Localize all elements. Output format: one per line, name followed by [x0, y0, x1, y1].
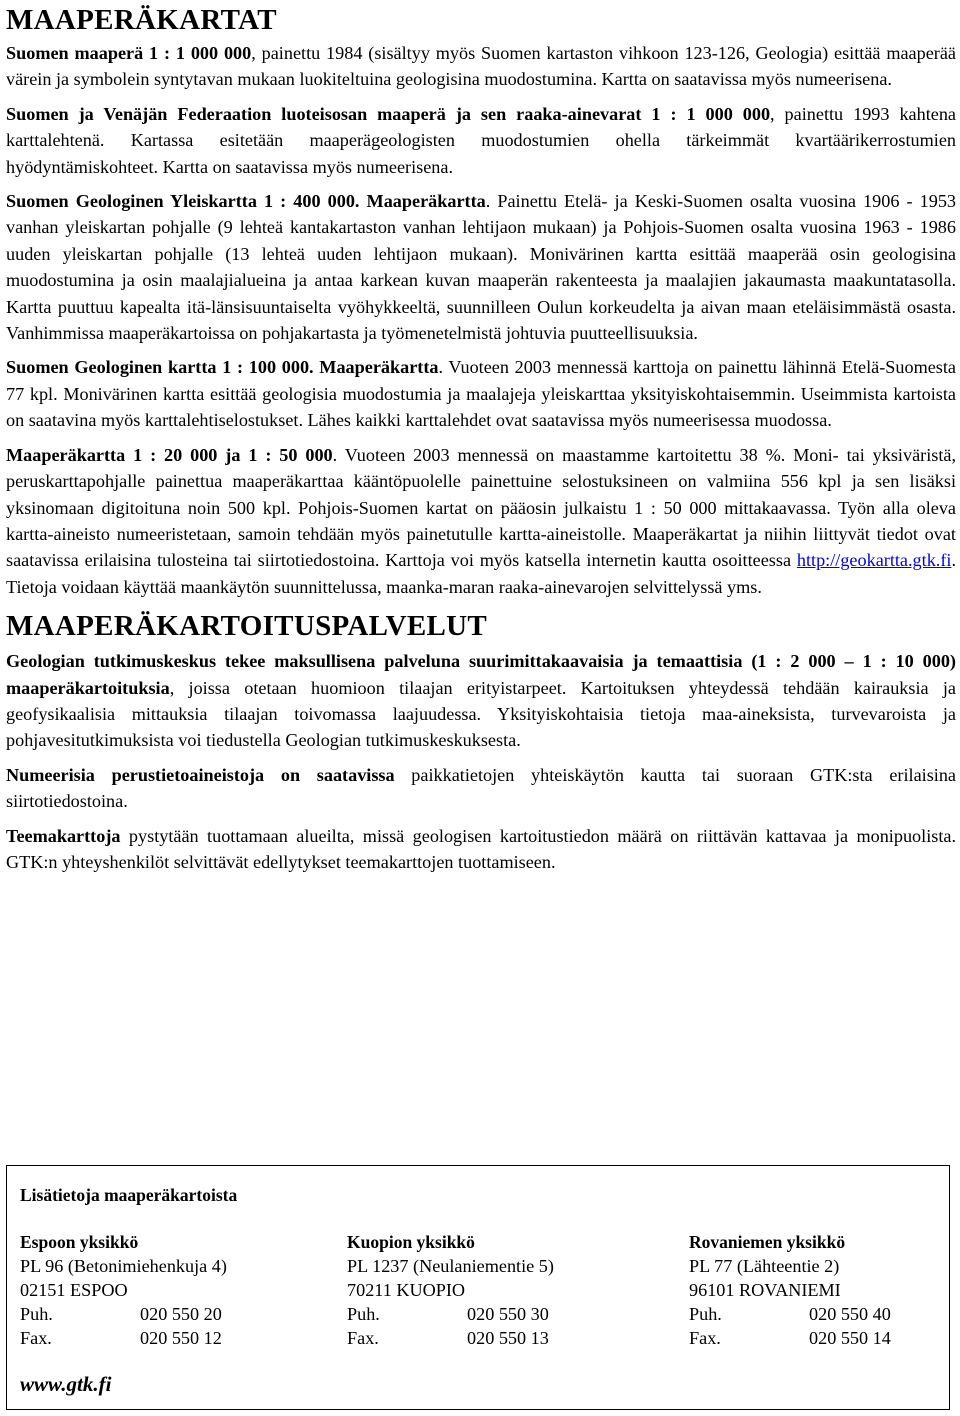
fax-label: Fax. [689, 1328, 721, 1348]
paragraph-maaperakartta-20000 [6, 442, 956, 600]
unit-phone-row [347, 1302, 554, 1326]
phone-number: 020 550 20 [140, 1304, 222, 1324]
paragraph-text: . Vuoteen 2003 mennessä on maastamme kartoitettu 38 %. Moni- tai yksiväristä, peruskarttapohjalle painettua maaperäkarttaa kääntöpuolelle painettuine selostuksineen on valmiina 556 kpl ja sen lisäksi yksinomaan digitoituna noin 500 kpl. Pohjois-Suomen kartat on pääosin julkaistu 1 : 50 000 mittakaavassa. Työn alla oleva kartta-aineisto numeeristetaan, samoin tehdään myös painetutulle kartta-aineistolle. Maaperäkartat ja niihin liittyvät tiedot ovat saatavissa erilaisina tulosteina tai siirtotiedostoina. Karttoja voi myös katsella internetin kautta osoitteessa [6, 444, 956, 571]
paragraph-numeeriset [6, 762, 956, 815]
unit-phone-row [689, 1302, 891, 1326]
paragraph-venajan-federaatio [6, 101, 956, 180]
paragraph-text: pystytään tuottamaan alueilta, missä geologisen kartoitustiedon määrä on riittävän kattavaa ja monipuolista. GTK:n yhteyshenkilöt selvittävät edellytykset teemakarttojen tuottamiseen. [6, 825, 956, 872]
unit-name: Espoon yksikkö [20, 1232, 139, 1252]
paragraph-text: , painettu 1984 (sisältyy myös Suomen kartaston vihkoon 123-126, Geologia) esittää maaperää värein ja symbolein syntytavan mukaan luokiteltuina geologisina muodostumina. Kartta on saatavissa myös numeerisena. [6, 43, 956, 90]
paragraph-gtk-palvelu [6, 648, 956, 754]
fax-label: Fax. [20, 1328, 52, 1348]
unit-postal: 96101 ROVANIEMI [689, 1280, 841, 1300]
fax-number: 020 550 13 [467, 1328, 549, 1348]
paragraph-text: , painettu 1993 kahtena karttalehtenä. Kartassa esitetään maaperägeologisten muodostumien ohella tärkeimmät kvartäärikerrostumien hyödyntämiskohteet. Kartta on saatavissa myös numeerisena. [6, 103, 956, 177]
paragraph-geologinen-kartta [6, 354, 956, 433]
paragraph-text: . Tietoja voidaan käyttää maankäytön suunnittelussa, maanka-maran raaka-ainevarojen selvittelyssä yms. [6, 550, 956, 597]
unit-address: PL 1237 (Neulaniementie 5) [347, 1256, 554, 1276]
paragraph-suomen-maapera [6, 40, 956, 93]
unit-kuopio [347, 1230, 554, 1350]
unit-name: Kuopion yksikkö [347, 1232, 475, 1252]
document-page [6, 0, 956, 875]
unit-fax-row [689, 1326, 891, 1350]
bold-term: Geologian tutkimuskeskus tekee maksullisena palveluna suurimittakaavaisia ja temaattisia (1 : 2 000 – 1 : 10 000) maaperäkartoituksia [6, 651, 956, 698]
unit-fax-row [347, 1326, 554, 1350]
unit-postal: 02151 ESPOO [20, 1280, 128, 1300]
unit-phone-row [20, 1302, 227, 1326]
phone-label: Puh. [689, 1304, 722, 1324]
unit-fax-row [20, 1326, 227, 1350]
bold-term: Maaperäkartta 1 : 20 000 ja 1 : 50 000 [6, 444, 333, 465]
section-heading-kartoituspalvelut: MAAPERÄKARTOITUSPALVELUT [6, 610, 487, 643]
paragraph-teemakartat [6, 823, 956, 876]
paragraph-text: . Painettu Etelä- ja Keski-Suomen osalta vuosina 1906 - 1953 vanhan yleiskartan pohjalle (9 lehteä kantakartaston vanhan lehtijaon mukaan) ja Pohjois-Suomen osalta vuosina 1963 - 1986 uuden yleiskartan pohjalle (13 lehteä uuden lehtijaon mukaan). Monivärinen kartta esittää maaperää osin geologisina muodostumina ja osin maalajialueina ja antaa karkean kuvan maaperän rakenteesta ja maalajien jakaumasta maakuntatasolla. Kartta puuttuu kapealta itä-länsisuuntaiselta vyöhykkeeltä, suunnilleen Oulun korkeudelta ja aivan maan eteläisimmästä osasta. Vanhimmissa maaperäkartoissa on pohjakartasta ja työmenetelmistä johtuvia puutteellisuuksia. [6, 191, 957, 344]
paragraph-yleiskartta [6, 188, 956, 346]
paragraph-text: paikkatietojen yhteiskäytön kautta tai suoraan GTK:sta erilaisina siirtotiedostoina. [6, 764, 956, 812]
unit-address: PL 96 (Betonimiehenkuja 4) [20, 1256, 227, 1276]
phone-label: Puh. [20, 1304, 53, 1324]
fax-number: 020 550 12 [140, 1328, 222, 1348]
unit-rovaniemi [689, 1230, 891, 1350]
phone-number: 020 550 30 [467, 1304, 549, 1324]
fax-label: Fax. [347, 1328, 379, 1348]
unit-espoo [20, 1230, 227, 1350]
contact-info-box [6, 1165, 950, 1410]
unit-name: Rovaniemen yksikkö [689, 1232, 846, 1252]
section-heading-maaperakartat: MAAPERÄKARTAT [6, 4, 277, 36]
geokartta-link[interactable]: http://geokartta.gtk.fi [796, 550, 952, 571]
phone-label: Puh. [347, 1304, 380, 1324]
bold-term: Teemakarttoja [6, 825, 121, 846]
bold-term: Suomen ja Venäjän Federaation luoteisosan maaperä ja sen raaka-ainevarat 1 : 1 000 000 [6, 103, 771, 124]
bold-term: Suomen Geologinen kartta 1 : 100 000. Maaperäkartta [6, 357, 439, 378]
paragraph-text: . Vuoteen 2003 mennessä karttoja on painettu lähinnä Etelä-Suomesta 77 kpl. Monivärinen kartta esittää geologisia muodostumia ja maalajeja yleiskarttaa yksityiskohtaisemmin. Useimmista kartoista on saatavina myös karttalehtiselostukset. Lähes kaikki karttalehdet ovat saatavissa myös numeerisessa muodossa. [6, 357, 957, 431]
fax-number: 020 550 14 [809, 1328, 891, 1348]
contact-box-title: Lisätietoja maaperäkartoista [20, 1185, 238, 1205]
website-url[interactable]: www.gtk.fi [20, 1372, 112, 1396]
unit-postal: 70211 KUOPIO [347, 1280, 466, 1300]
bold-term: Suomen maaperä 1 : 1 000 000 [6, 43, 252, 63]
bold-term: Suomen Geologinen Yleiskartta 1 : 400 000. Maaperäkartta [6, 191, 486, 212]
paragraph-text: , joissa otetaan huomioon tilaajan erityistarpeet. Kartoituksen yhteydessä tehdään kairauksia ja geofysikaalisia mittauksia tilaajan toivomassa laajuudessa. Yksityiskohtaisia tietoja maa-aineksista, turvevaroista ja pohjavesitutkimuksista voi tiedustella Geologian tutkimuskeskuksesta. [6, 677, 956, 751]
phone-number: 020 550 40 [809, 1304, 891, 1324]
bold-term: Numeerisia perustietoaineistoja on saatavissa [6, 764, 395, 785]
unit-address: PL 77 (Lähteentie 2) [689, 1256, 840, 1276]
